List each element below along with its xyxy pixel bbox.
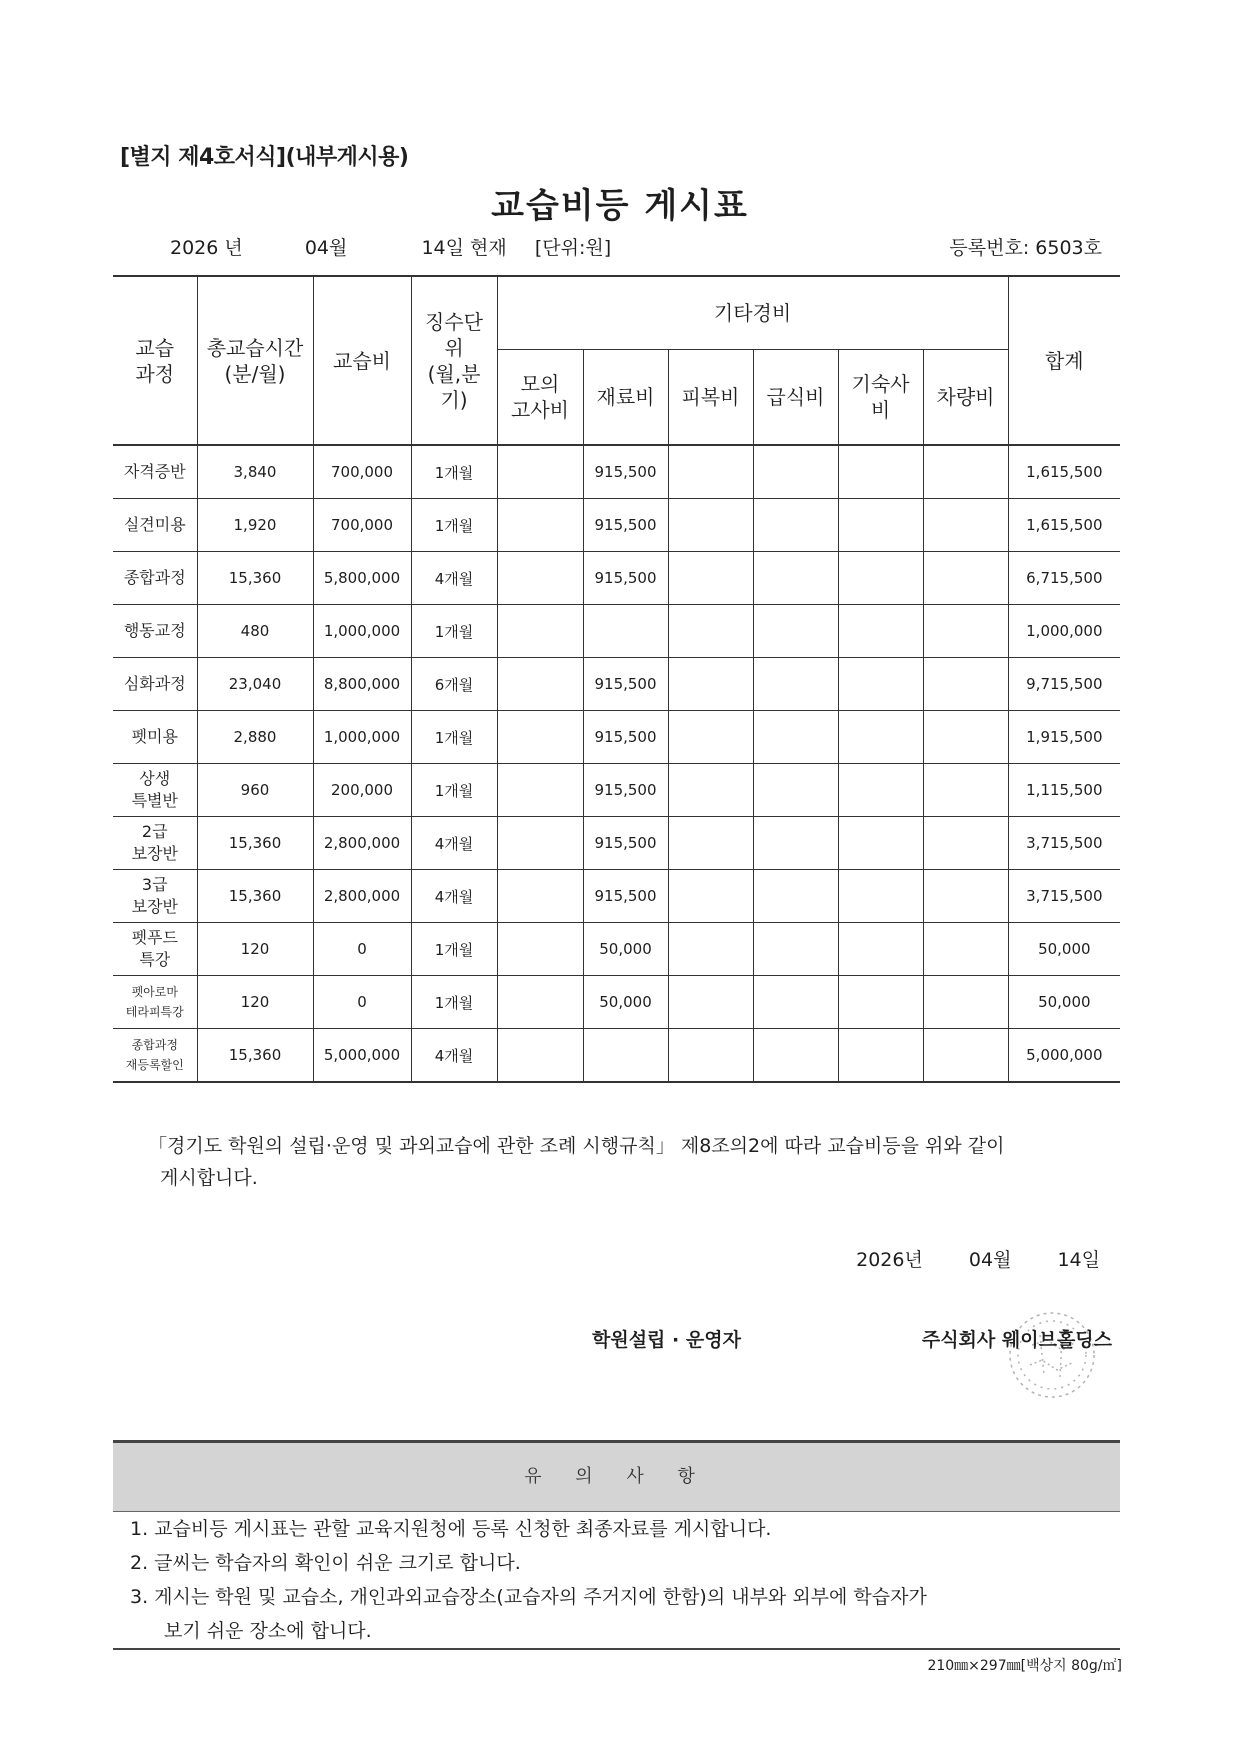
cell-materials: 915,500	[583, 658, 668, 711]
cell-mock	[497, 499, 583, 552]
cell-dorm	[838, 764, 923, 817]
cell-mock	[497, 870, 583, 923]
cell-uniform	[668, 658, 753, 711]
cell-unit: 1개월	[411, 976, 497, 1029]
cell-hours: 480	[197, 605, 313, 658]
cell-tuition: 1,000,000	[313, 711, 411, 764]
cell-mock	[497, 658, 583, 711]
cell-hours: 15,360	[197, 817, 313, 870]
cell-unit: 1개월	[411, 605, 497, 658]
cell-total: 5,000,000	[1008, 1029, 1120, 1083]
cell-uniform	[668, 923, 753, 976]
cell-vehicle	[923, 817, 1008, 870]
table-row	[113, 870, 1120, 923]
cell-meals	[753, 923, 838, 976]
cell-mock	[497, 711, 583, 764]
cell-meals	[753, 658, 838, 711]
cell-materials: 915,500	[583, 817, 668, 870]
cell-course: 심화과정	[113, 658, 197, 711]
cell-uniform	[668, 711, 753, 764]
cell-uniform	[668, 976, 753, 1029]
cell-course: 3급 보장반	[113, 870, 197, 923]
cell-tuition: 2,800,000	[313, 817, 411, 870]
cell-unit: 6개월	[411, 658, 497, 711]
header-course: 교습 과정	[113, 276, 197, 445]
header-other-expenses: 기타경비	[497, 276, 1008, 350]
table-row	[113, 552, 1120, 605]
cell-vehicle	[923, 976, 1008, 1029]
table-row	[113, 764, 1120, 817]
cell-unit: 4개월	[411, 552, 497, 605]
cell-vehicle	[923, 870, 1008, 923]
cell-hours: 15,360	[197, 552, 313, 605]
cell-mock	[497, 817, 583, 870]
registration-number: 등록번호: 6503호	[949, 237, 1102, 259]
cell-vehicle	[923, 605, 1008, 658]
cell-unit: 1개월	[411, 711, 497, 764]
cell-dorm	[838, 605, 923, 658]
cell-materials: 915,500	[583, 552, 668, 605]
cell-vehicle	[923, 499, 1008, 552]
cell-materials	[583, 605, 668, 658]
cell-dorm	[838, 976, 923, 1029]
cell-materials: 915,500	[583, 870, 668, 923]
company-name: 주식회사 웨이브홀딩스	[921, 1329, 1112, 1351]
cell-vehicle	[923, 764, 1008, 817]
cell-total: 3,715,500	[1008, 817, 1120, 870]
cell-unit: 1개월	[411, 499, 497, 552]
cell-tuition: 5,000,000	[313, 1029, 411, 1083]
document-title: 교습비등 게시표	[491, 186, 749, 226]
form-label: [별지 제4호서식](내부게시용)	[120, 145, 409, 170]
cell-tuition: 200,000	[313, 764, 411, 817]
cell-tuition: 5,800,000	[313, 552, 411, 605]
cell-meals	[753, 711, 838, 764]
table-row	[113, 658, 1120, 711]
cell-course: 펫아로마 테라피특강	[113, 976, 197, 1029]
cell-vehicle	[923, 1029, 1008, 1083]
cell-unit: 1개월	[411, 923, 497, 976]
cell-materials: 915,500	[583, 711, 668, 764]
cell-tuition: 0	[313, 923, 411, 976]
caution-item-3-continued: 보기 쉬운 장소에 합니다.	[164, 1620, 372, 1642]
date-day: 14일 현재	[421, 237, 507, 259]
cell-vehicle	[923, 552, 1008, 605]
cell-course: 행동교정	[113, 605, 197, 658]
header-vehicle: 차량비	[923, 350, 1008, 446]
caution-item-2: 2. 글씨는 학습자의 확인이 쉬운 크기로 합니다.	[130, 1552, 521, 1574]
cell-total: 1,615,500	[1008, 499, 1120, 552]
cell-course: 펫푸드 특강	[113, 923, 197, 976]
cell-hours: 120	[197, 923, 313, 976]
cell-tuition: 700,000	[313, 499, 411, 552]
fee-table	[113, 275, 1120, 1083]
date-year: 2026 년	[170, 237, 243, 259]
cell-course: 2급 보장반	[113, 817, 197, 870]
header-total-hours: 총교습시간 (분/월)	[197, 276, 313, 445]
cell-meals	[753, 870, 838, 923]
cell-hours: 15,360	[197, 1029, 313, 1083]
cell-uniform	[668, 552, 753, 605]
header-meals: 급식비	[753, 350, 838, 446]
cell-course: 종합과정 재등록할인	[113, 1029, 197, 1083]
cell-uniform	[668, 764, 753, 817]
cell-dorm	[838, 445, 923, 499]
cell-vehicle	[923, 711, 1008, 764]
cell-materials	[583, 1029, 668, 1083]
seal-stamp-icon	[1002, 1305, 1102, 1405]
cell-materials: 50,000	[583, 976, 668, 1029]
cell-course: 종합과정	[113, 552, 197, 605]
cell-course: 펫미용	[113, 711, 197, 764]
cell-meals	[753, 1029, 838, 1083]
cell-meals	[753, 499, 838, 552]
cell-hours: 23,040	[197, 658, 313, 711]
table-row	[113, 817, 1120, 870]
cell-course: 자격증반	[113, 445, 197, 499]
cell-unit: 1개월	[411, 764, 497, 817]
cell-total: 1,115,500	[1008, 764, 1120, 817]
cell-mock	[497, 552, 583, 605]
cell-mock	[497, 923, 583, 976]
cell-dorm	[838, 870, 923, 923]
cell-hours: 960	[197, 764, 313, 817]
posting-notice	[148, 1130, 1108, 1194]
cell-mock	[497, 764, 583, 817]
cell-materials: 50,000	[583, 923, 668, 976]
cell-total: 1,915,500	[1008, 711, 1120, 764]
cell-uniform	[668, 870, 753, 923]
cell-meals	[753, 764, 838, 817]
bottom-divider	[113, 1648, 1120, 1650]
cell-materials: 915,500	[583, 445, 668, 499]
caution-item-3: 3. 게시는 학원 및 교습소, 개인과외교습장소(교습자의 주거지에 한함)의 내부와 외부에 학습자가	[130, 1586, 927, 1608]
cell-total: 9,715,500	[1008, 658, 1120, 711]
header-total: 합계	[1008, 276, 1120, 445]
cell-tuition: 1,000,000	[313, 605, 411, 658]
cell-uniform	[668, 499, 753, 552]
cell-uniform	[668, 1029, 753, 1083]
cell-dorm	[838, 499, 923, 552]
caution-header: 유 의 사 항	[113, 1440, 1120, 1512]
cell-unit: 1개월	[411, 445, 497, 499]
cell-mock	[497, 445, 583, 499]
cell-unit: 4개월	[411, 817, 497, 870]
operator-label: 학원설립 · 운영자	[592, 1329, 741, 1351]
header-mock-exam: 모의 고사비	[497, 350, 583, 446]
cell-dorm	[838, 1029, 923, 1083]
unit-label: [단위:원]	[534, 237, 612, 259]
cell-total: 3,715,500	[1008, 870, 1120, 923]
cell-materials: 915,500	[583, 499, 668, 552]
cell-total: 50,000	[1008, 923, 1120, 976]
cell-unit: 4개월	[411, 1029, 497, 1083]
table-row	[113, 923, 1120, 976]
header-tuition: 교습비	[313, 276, 411, 445]
paper-spec: 210㎜×297㎜[백상지 80g/㎡]	[927, 1658, 1122, 1674]
sign-year: 2026년	[856, 1249, 923, 1271]
cell-vehicle	[923, 445, 1008, 499]
cell-hours: 1,920	[197, 499, 313, 552]
cell-mock	[497, 605, 583, 658]
cell-tuition: 0	[313, 976, 411, 1029]
cell-hours: 2,880	[197, 711, 313, 764]
cell-uniform	[668, 605, 753, 658]
table-row	[113, 1029, 1120, 1083]
cell-dorm	[838, 817, 923, 870]
cell-course: 상생 특별반	[113, 764, 197, 817]
cell-unit: 4개월	[411, 870, 497, 923]
cell-materials: 915,500	[583, 764, 668, 817]
cell-dorm	[838, 658, 923, 711]
current-date	[170, 233, 611, 260]
cell-tuition: 2,800,000	[313, 870, 411, 923]
sign-day: 14일	[1057, 1249, 1100, 1271]
notice-line-1: 「경기도 학원의 설립·운영 및 과외교습에 관한 조례 시행규칙」 제8조의2에 따라 교습비등을 위와 같이	[148, 1135, 1005, 1157]
cell-meals	[753, 552, 838, 605]
cell-meals	[753, 976, 838, 1029]
header-billing-unit: 징수단 위 (월,분 기)	[411, 276, 497, 445]
table-row	[113, 445, 1120, 499]
cell-dorm	[838, 923, 923, 976]
table-row	[113, 499, 1120, 552]
table-row	[113, 976, 1120, 1029]
cell-meals	[753, 817, 838, 870]
cell-uniform	[668, 445, 753, 499]
cell-meals	[753, 445, 838, 499]
cell-tuition: 8,800,000	[313, 658, 411, 711]
cell-hours: 3,840	[197, 445, 313, 499]
cell-meals	[753, 605, 838, 658]
cell-total: 1,000,000	[1008, 605, 1120, 658]
cell-uniform	[668, 817, 753, 870]
table-row	[113, 711, 1120, 764]
table-row	[113, 605, 1120, 658]
sign-month: 04월	[968, 1249, 1012, 1271]
signature-date	[816, 1245, 1100, 1272]
caution-list	[130, 1512, 1115, 1648]
notice-line-2: 게시합니다.	[160, 1167, 258, 1189]
cell-mock	[497, 1029, 583, 1083]
cell-vehicle	[923, 923, 1008, 976]
cell-hours: 15,360	[197, 870, 313, 923]
cell-total: 50,000	[1008, 976, 1120, 1029]
date-month: 04월	[304, 237, 348, 259]
cell-dorm	[838, 552, 923, 605]
cell-dorm	[838, 711, 923, 764]
cell-course: 실견미용	[113, 499, 197, 552]
cell-vehicle	[923, 658, 1008, 711]
caution-item-1: 1. 교습비등 게시표는 관할 교육지원청에 등록 신청한 최종자료를 게시합니다.	[130, 1518, 772, 1540]
cell-mock	[497, 976, 583, 1029]
cell-hours: 120	[197, 976, 313, 1029]
header-dormitory: 기숙사 비	[838, 350, 923, 446]
cell-total: 1,615,500	[1008, 445, 1120, 499]
header-uniform: 피복비	[668, 350, 753, 446]
cell-tuition: 700,000	[313, 445, 411, 499]
cell-total: 6,715,500	[1008, 552, 1120, 605]
header-materials: 재료비	[583, 350, 668, 446]
